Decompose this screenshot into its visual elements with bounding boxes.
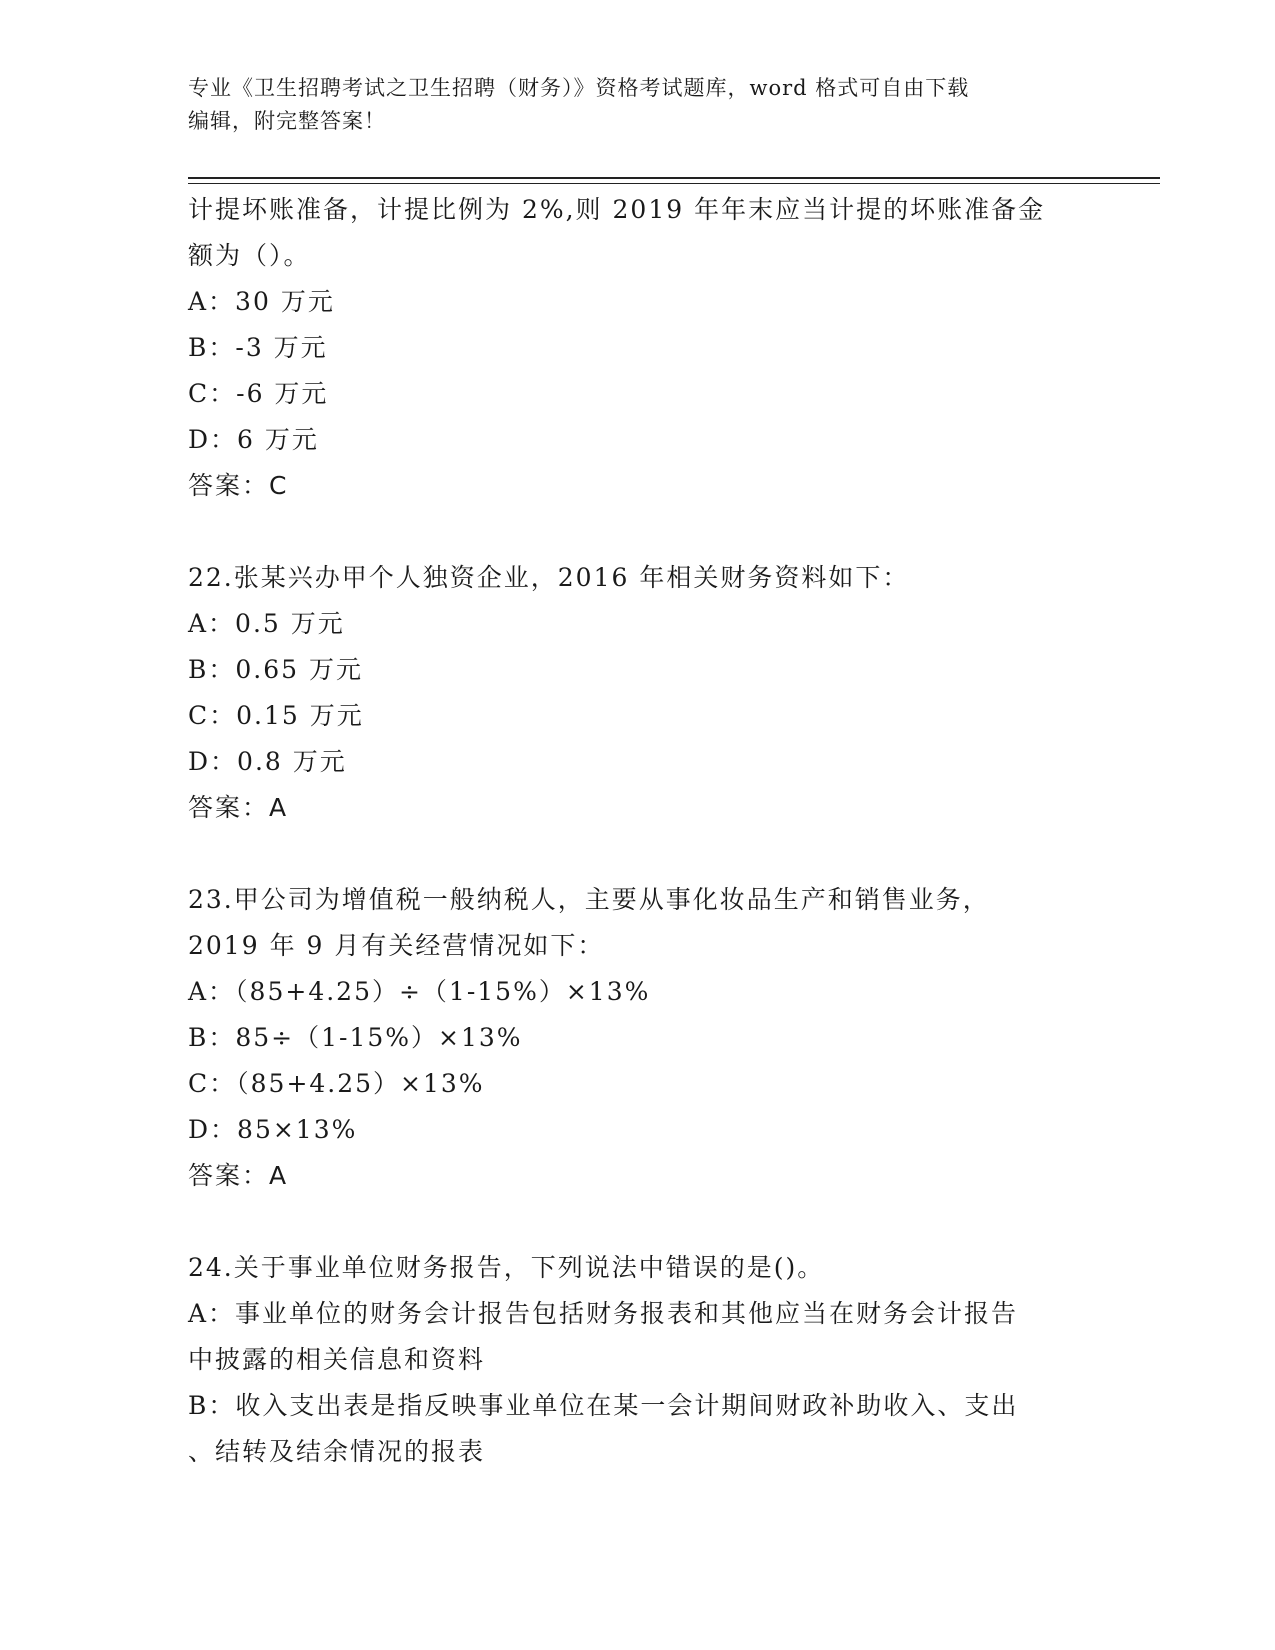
header-line-1: 专业《卫生招聘考试之卫生招聘（财务）》资格考试题库，word 格式可自由下载 [188,76,970,100]
header-line-2: 编辑，附完整答案！ [188,109,386,133]
option-d: D：0.8 万元 [188,747,347,776]
answer-label: 答案：C [188,471,289,500]
option-b: B：85÷（1-15%）×13% [188,1023,523,1052]
answer-label: 答案：A [188,793,289,822]
option-a: A：（85+4.25）÷（1-15%）×13% [188,977,651,1006]
question-24 [188,1245,1088,1475]
question-22 [188,555,1088,831]
question-stem: 23.甲公司为增值税一般纳税人，主要从事化妆品生产和销售业务， [188,885,990,914]
option-a: A：30 万元 [188,287,335,316]
header-divider-thin [188,183,1160,184]
option-a: A：事业单位的财务会计报告包括财务报表和其他应当在财务会计报告 [188,1299,1019,1328]
question-spacer [188,831,1088,877]
header-divider-thick [188,177,1160,179]
option-b: B：收入支出表是指反映事业单位在某一会计期间财政补助收入、支出 [188,1391,1019,1420]
question-stem: 2019 年 9 月有关经营情况如下： [188,931,605,960]
option-a-continued: 中披露的相关信息和资料 [188,1345,486,1374]
question-stem: 额为（）。 [188,241,311,270]
option-d: D：85×13% [188,1115,358,1144]
question-21 [188,187,1088,509]
document-header [188,72,1088,138]
question-spacer [188,509,1088,555]
option-c: C：-6 万元 [188,379,329,408]
option-c: C：（85+4.25）×13% [188,1069,485,1098]
option-b: B：0.65 万元 [188,655,363,684]
question-list [188,187,1088,1475]
option-a: A：0.5 万元 [188,609,345,638]
option-d: D：6 万元 [188,425,319,454]
question-stem: 计提坏账准备，计提比例为 2%,则 2019 年年末应当计提的坏账准备金 [188,195,1046,224]
option-c: C：0.15 万元 [188,701,364,730]
question-23 [188,877,1088,1199]
option-b: B：-3 万元 [188,333,328,362]
answer-label: 答案：A [188,1161,289,1190]
option-b-continued: 、结转及结余情况的报表 [188,1437,486,1466]
question-stem: 24.关于事业单位财务报告，下列说法中错误的是()。 [188,1253,825,1282]
question-stem: 22.张某兴办甲个人独资企业，2016 年相关财务资料如下： [188,563,910,592]
question-spacer [188,1199,1088,1245]
